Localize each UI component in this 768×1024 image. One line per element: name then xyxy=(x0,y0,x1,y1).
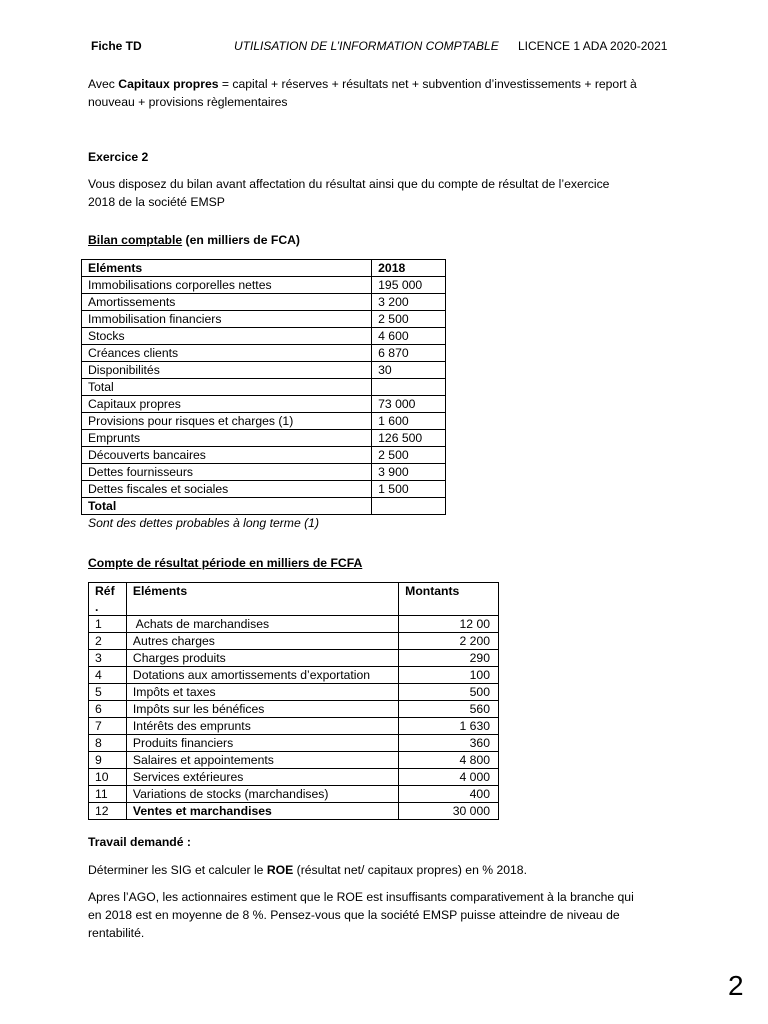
exercise-intro xyxy=(88,175,688,211)
compte-ref: 11 xyxy=(89,786,127,803)
compte-ref: 8 xyxy=(89,735,127,752)
table-row xyxy=(82,345,446,362)
compte-ref: 9 xyxy=(89,752,127,769)
bilan-table xyxy=(81,259,446,515)
table-row xyxy=(89,650,499,667)
page-number: 2 xyxy=(728,970,744,1001)
intro-prefix: Avec xyxy=(88,77,119,91)
compte-amount: 500 xyxy=(399,684,499,701)
table-row xyxy=(89,769,499,786)
bilan-label: Emprunts xyxy=(82,430,372,447)
bilan-value: 195 000 xyxy=(372,277,446,294)
bilan-label: Amortissements xyxy=(82,294,372,311)
compte-label: Services extérieures xyxy=(126,769,398,786)
table-row xyxy=(82,294,446,311)
compte-amount: 360 xyxy=(399,735,499,752)
bilan-value: 2 500 xyxy=(372,311,446,328)
compte-ref: 6 xyxy=(89,701,127,718)
table-row xyxy=(89,718,499,735)
bilan-value: 30 xyxy=(372,362,446,379)
bilan-title xyxy=(88,231,688,249)
exercise-title: Exercice 2 xyxy=(88,150,149,164)
table-row xyxy=(89,684,499,701)
table-row xyxy=(82,481,446,498)
table-row xyxy=(82,447,446,464)
bilan-title-rest: (en milliers de FCA) xyxy=(182,233,300,247)
table-row xyxy=(82,464,446,481)
intro-rest: = capital + réserves + résultats net + subvention d’investissements + report à xyxy=(218,77,637,91)
bilan-label: Dettes fiscales et sociales xyxy=(82,481,372,498)
bilan-value: 1 500 xyxy=(372,481,446,498)
bilan-value: 73 000 xyxy=(372,396,446,413)
table-row xyxy=(89,633,499,650)
bilan-label: Total xyxy=(82,498,372,515)
table-row xyxy=(82,413,446,430)
compte-amount: 4 800 xyxy=(399,752,499,769)
q2-line1: Apres l’AGO, les actionnaires estiment que le ROE est insuffisants comparativement à la branche qui xyxy=(88,890,634,904)
compte-label: Charges produits xyxy=(126,650,398,667)
table-row xyxy=(82,379,446,396)
compte-label: Impôts et taxes xyxy=(126,684,398,701)
header-right: LICENCE 1 ADA 2020-2021 xyxy=(518,39,668,53)
bilan-value: 6 870 xyxy=(372,345,446,362)
bilan-title-underlined: Bilan comptable xyxy=(88,233,183,247)
bilan-value: 3 900 xyxy=(372,464,446,481)
table-row xyxy=(82,277,446,294)
bilan-label: Dettes fournisseurs xyxy=(82,464,372,481)
bilan-label: Provisions pour risques et charges (1) xyxy=(82,413,372,430)
compte-amount: 290 xyxy=(399,650,499,667)
compte-label: Achats de marchandises xyxy=(126,616,398,633)
table-row xyxy=(89,735,499,752)
intro-line2: nouveau + provisions règlementaires xyxy=(88,95,288,109)
compte-amount: 1 630 xyxy=(399,718,499,735)
compte-ref: 12 xyxy=(89,803,127,820)
table-row xyxy=(89,701,499,718)
bilan-label: Immobilisations corporelles nettes xyxy=(82,277,372,294)
bilan-label: Créances clients xyxy=(82,345,372,362)
table-row xyxy=(89,752,499,769)
table-row xyxy=(82,311,446,328)
bilan-header-year: 2018 xyxy=(372,260,446,277)
bilan-footnote: Sont des dettes probables à long terme (1) xyxy=(88,516,320,530)
compte-amount: 100 xyxy=(399,667,499,684)
compte-table xyxy=(88,582,499,820)
bilan-label: Total xyxy=(82,379,372,396)
compte-label: Dotations aux amortissements d’exportation xyxy=(126,667,398,684)
compte-header-row xyxy=(89,583,499,616)
compte-ref: 7 xyxy=(89,718,127,735)
compte-amount: 560 xyxy=(399,701,499,718)
intro-paragraph xyxy=(88,75,688,111)
exercise-intro-line1: Vous disposez du bilan avant affectation du résultat ainsi que du compte de résultat de l’exercice xyxy=(88,177,610,191)
header-title: UTILISATION DE L’INFORMATION COMPTABLE xyxy=(234,39,499,53)
bilan-value: 3 200 xyxy=(372,294,446,311)
q1-term: ROE xyxy=(266,863,294,877)
q2-line3: rentabilité. xyxy=(88,926,145,940)
compte-label: Salaires et appointements xyxy=(126,752,398,769)
bilan-value: 1 600 xyxy=(372,413,446,430)
compte-ref: 2 xyxy=(89,633,127,650)
intro-term: Capitaux propres xyxy=(118,77,219,91)
compte-label: Ventes et marchandises xyxy=(126,803,398,820)
bilan-header-elements: Eléments xyxy=(82,260,372,277)
compte-amount: 12 00 xyxy=(399,616,499,633)
compte-header-elements: Eléments xyxy=(126,583,398,616)
compte-amount: 2 200 xyxy=(399,633,499,650)
compte-header-ref: Réf . xyxy=(89,583,127,616)
table-row xyxy=(89,667,499,684)
bilan-label: Disponibilités xyxy=(82,362,372,379)
q1-prefix: Déterminer les SIG et calculer le xyxy=(88,863,267,877)
compte-amount: 4 000 xyxy=(399,769,499,786)
compte-header-montants: Montants xyxy=(399,583,499,616)
header-left: Fiche TD xyxy=(91,39,142,53)
compte-ref: 1 xyxy=(89,616,127,633)
table-row xyxy=(82,396,446,413)
bilan-value: 4 600 xyxy=(372,328,446,345)
compte-label: Autres charges xyxy=(126,633,398,650)
bilan-header-row xyxy=(82,260,446,277)
table-row xyxy=(82,328,446,345)
travail-question-2 xyxy=(88,888,688,942)
table-row xyxy=(89,786,499,803)
travail-question-1 xyxy=(88,861,688,879)
compte-label: Intérêts des emprunts xyxy=(126,718,398,735)
table-row xyxy=(82,362,446,379)
bilan-value xyxy=(372,379,446,396)
compte-amount: 30 000 xyxy=(399,803,499,820)
table-row xyxy=(89,616,499,633)
bilan-value: 126 500 xyxy=(372,430,446,447)
travail-title: Travail demandé : xyxy=(88,835,191,849)
table-row xyxy=(89,803,499,820)
q1-rest: (résultat net/ capitaux propres) en % 2018. xyxy=(293,863,527,877)
bilan-value: 2 500 xyxy=(372,447,446,464)
table-row xyxy=(82,430,446,447)
compte-label: Variations de stocks (marchandises) xyxy=(126,786,398,803)
bilan-label: Capitaux propres xyxy=(82,396,372,413)
bilan-value xyxy=(372,498,446,515)
compte-title: Compte de résultat période en milliers de FCFA xyxy=(88,556,363,570)
compte-label: Impôts sur les bénéfices xyxy=(126,701,398,718)
bilan-label: Stocks xyxy=(82,328,372,345)
compte-ref: 5 xyxy=(89,684,127,701)
compte-amount: 400 xyxy=(399,786,499,803)
bilan-label: Découverts bancaires xyxy=(82,447,372,464)
q2-line2: en 2018 est en moyenne de 8 %. Pensez-vous que la société EMSP puisse atteindre de niveau de xyxy=(88,908,620,922)
compte-label: Produits financiers xyxy=(126,735,398,752)
bilan-label: Immobilisation financiers xyxy=(82,311,372,328)
compte-ref: 10 xyxy=(89,769,127,786)
exercise-intro-line2: 2018 de la société EMSP xyxy=(88,195,225,209)
table-row-total xyxy=(82,498,446,515)
compte-ref: 4 xyxy=(89,667,127,684)
compte-ref: 3 xyxy=(89,650,127,667)
